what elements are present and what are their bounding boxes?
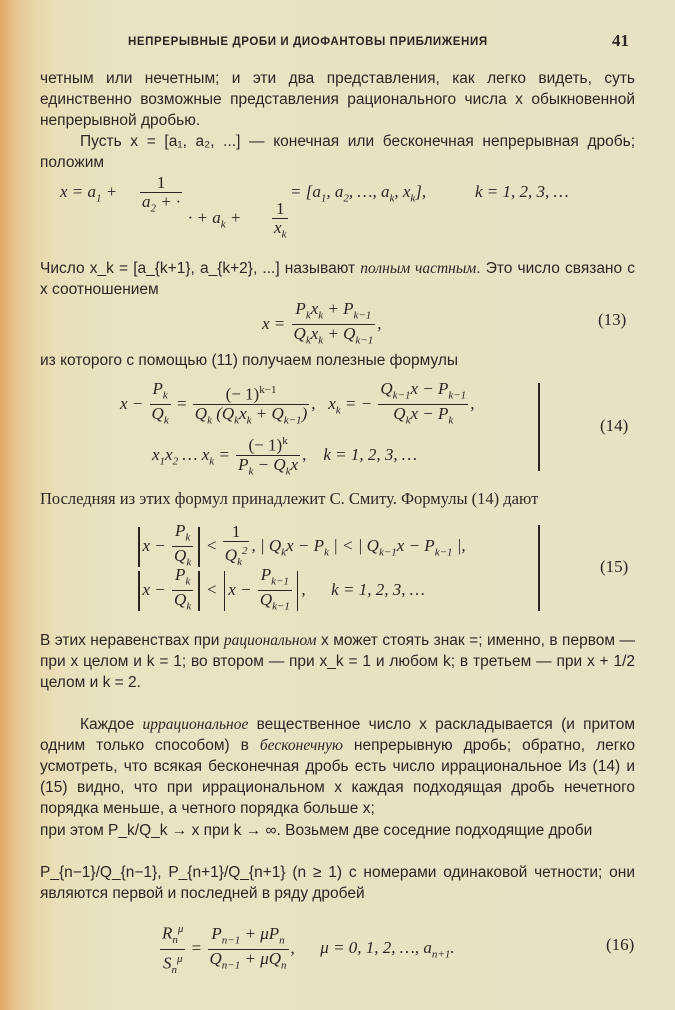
equation-16: $\frac{R_n^\mu}{S_n^\mu}$ = $\frac{P_{n-1} + \mu P_n}{Q_{n-1} + \mu Q_n}$ , μ = 0, 1, 2, …, $a_{n+1}$. [158, 920, 455, 979]
equation-16-number: (16) [606, 935, 635, 954]
equation-13: x = $\frac{P_kx_k + P_{k-1}}{Q_kx_k + Q_{k-1}}$ , [262, 299, 382, 347]
paragraph-1: четным или нечетным; и эти два представления, как легко видеть, суть единственно возможные представления рационального числа x обыкновенной непрерывной дробью. [40, 70, 635, 129]
running-title: НЕПРЕРЫВНЫЕ ДРОБИ И ДИОФАНТОВЫ ПРИБЛИЖЕНИЯ [128, 36, 488, 48]
paragraph-5: Последняя из этих формул принадлежит С. Смиту. Формулы (14) дают [40, 489, 539, 508]
paragraph-2: Пусть x = [a₁, a₂, ...] — конечная или бесконечная непрерывная дробь; положим [40, 133, 635, 171]
paragraph-9: P_{n−1}/Q_{n−1}, P_{n+1}/Q_{n+1} (n ≥ 1) с номерами одинаковой четности; они являются первой и последней в ряду дробей [40, 864, 635, 902]
paragraph-4: из которого с помощью (11) получаем полезные формулы [40, 352, 459, 369]
paragraph-7: Каждое иррациональное вещественное число x раскладывается (и притом одним только способом) в бесконечную непрерывную дробь; обратно, легко усмотреть, что всякая бесконечная дробь есть число иррациональное Из (14) и (15) видно, что при иррациональном x каждая подходящая дробь нечетного порядка меньше, а четного порядка больше x; [40, 716, 635, 817]
continued-fraction-expansion: $x = a_1$ + $\frac{1}{a_2 + \cdot}$ · + $a_k$ + $\frac{1}{x_k}$ = [$a_1$, $a_2$, …, $a_k$, $x_k$], k = 1, 2, 3, … [60, 173, 569, 241]
equation-15-number: (15) [600, 557, 629, 576]
equation-13-number: (13) [598, 310, 627, 329]
paragraph-3: Число x_k = [a_{k+1}, a_{k+2}, ...] называют полным частным. Это число связано с x соотношением [40, 260, 636, 298]
equation-14: x − $\frac{P_k}{Q_k}$ = $\frac{(- 1)^{k-1}}{Q_k (Q_kx_k + Q_{k-1})}$ , $x_k$ = − $\frac{Q_{k-1}x - P_{k-1}}{Q_kx - P_k}$ , $x_1x_2$ … $x_k$ = $\frac{(- 1)^k}{P_k - Q_kx}$ , k = 1, 2, 3, … [120, 379, 475, 478]
equation-14-number: (14) [600, 416, 629, 435]
paragraph-6: В этих неравенствах при рациональном x может стоять знак =; именно, в первом — при x целом и k = 1; во втором — при x_k = 1 и любом k; в третьем — при x + 1/2 целом и k = 2. [40, 632, 635, 691]
equation-14-bracket [538, 383, 540, 471]
equation-15-bracket [538, 525, 540, 611]
page-number: 41 [612, 31, 629, 50]
paragraph-8: при этом P_k/Q_k → x при k → ∞. Возьмем две соседние подходящие дроби [40, 822, 593, 839]
equation-15: x − $\frac{P_k}{Q_k}$ < $\frac{1}{Q_k^2}$ , | $Q_kx - P_k$ | < | $Q_{k-1}x - P_{k-1}$ |, x − $\frac{P_k}{Q_k}$ < x − $\frac{P_{k-1}}{Q_{k-1}}$ , k = 1, 2, 3, … [135, 522, 555, 612]
